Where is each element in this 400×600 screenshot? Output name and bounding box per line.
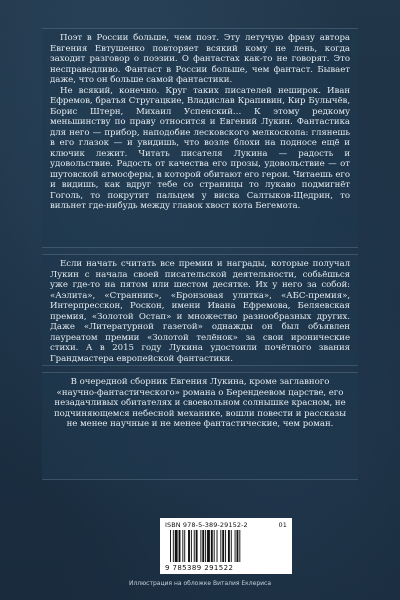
barcode-bar bbox=[191, 530, 192, 562]
barcode-bar bbox=[205, 530, 206, 562]
barcode-bar bbox=[173, 530, 174, 562]
barcode-bar bbox=[200, 530, 201, 562]
isbn-label: ISBN 978-5-389-29152-2 bbox=[165, 521, 248, 529]
barcode-bar bbox=[239, 530, 240, 562]
isbn-line bbox=[165, 521, 287, 529]
barcode-bar bbox=[225, 530, 226, 562]
barcode-bar bbox=[196, 530, 198, 562]
isbn-barcode bbox=[160, 518, 292, 574]
issue-code: 01 bbox=[278, 521, 287, 529]
barcode-bar bbox=[175, 530, 178, 562]
barcode-bar bbox=[235, 530, 236, 562]
barcode-bar bbox=[194, 530, 195, 562]
barcode-bars bbox=[170, 530, 282, 562]
annotation-paragraph: Поэт в России больше, чем поэт. Эту летучую фразу автора Евгения Евтушенко повторяет всякий кому не лень, когда заходит разговор о поэзии. О фантастах как-то не говорят. Это несправедливо. Фантаст в России больше, чем фантаст. Бывает даже, что он больше самой фантастики. bbox=[50, 33, 350, 85]
barcode-bar bbox=[184, 530, 185, 562]
annotation-paragraph: Не всякий, конечно. Круг таких писателей неширок. Иван Ефремов, братья Стругацкие, Владислав Крапивин, Кир Булычёв, Борис Штерн, Михаил Успенский… К этому редкому меньшинству по праву относится и Евгений Лукин. Фантастика для него — прибор, наподобие лесковского мелкоскопа: глянешь в его глазок — и увидишь, что возле блохи на подносе ещё и ключик лежит. Читать писателя Лукина — радость и удовольствие. Радость от качества его прозы, удовольствие — от шутовской атмосферы, в которой обитают его герои. Читаешь его и видишь, как вдруг тебе со страницы то лукаво подмигнёт Гоголь, то покрутит пальцем у виска Салтыков-Щедрин, то вильнет где-нибудь между главок хвост кота Бегемота. bbox=[50, 85, 350, 211]
barcode-bar bbox=[188, 530, 190, 562]
barcode-bar bbox=[222, 530, 224, 562]
illustration-credit: Иллюстрация на обложке Виталия Еклериса bbox=[128, 580, 272, 587]
annotation-panel-1 bbox=[42, 28, 358, 248]
barcode-digits: 9 785389 291522 bbox=[165, 564, 234, 572]
barcode-bar bbox=[214, 530, 215, 562]
barcode-bar bbox=[237, 530, 239, 562]
collection-paragraph: В очередной сборник Евгения Лукина, кроме заглавного «научно-фантастического» романа о Берендеевом царстве, его незадачливых обитателях и своевольном солнышке красном, не подчиняющемся небесной механике, вошли повести и рассказы не менее научные и не менее фантастические, чем роман. bbox=[54, 377, 346, 429]
barcode-bar bbox=[202, 530, 204, 562]
barcode-bar bbox=[182, 530, 183, 562]
barcode-bar bbox=[228, 530, 230, 562]
barcode-bar bbox=[217, 530, 218, 562]
awards-panel bbox=[42, 254, 358, 366]
collection-panel bbox=[42, 372, 358, 480]
barcode-bar bbox=[231, 530, 232, 562]
barcode-bar bbox=[207, 530, 210, 562]
barcode-bar bbox=[179, 530, 181, 562]
awards-paragraph: Если начать считать все премии и награды, которые получал Лукин с начала своей писательской деятельности, собьёшься уже где-то на пятом или шестом десятке. Их у него за собой: «Аэлита», «Странник», «Бронзовая улитка», «АБС-премия», Интерпресскон, Роскон, имени Ивана Ефремова, Беляевская премия, «Золотой Остап» и множество разнообразных других. Даже «Литературной газетой» однажды он был объявлен лауреатом премии «Золотой телёнок» за свои иронические стихи. А в 2015 году Лукина удостоили почётного звания Грандмастера европейской фантастики. bbox=[50, 259, 350, 364]
barcode-bar bbox=[211, 530, 213, 562]
barcode-bar bbox=[220, 530, 221, 562]
barcode-bar bbox=[170, 530, 171, 562]
